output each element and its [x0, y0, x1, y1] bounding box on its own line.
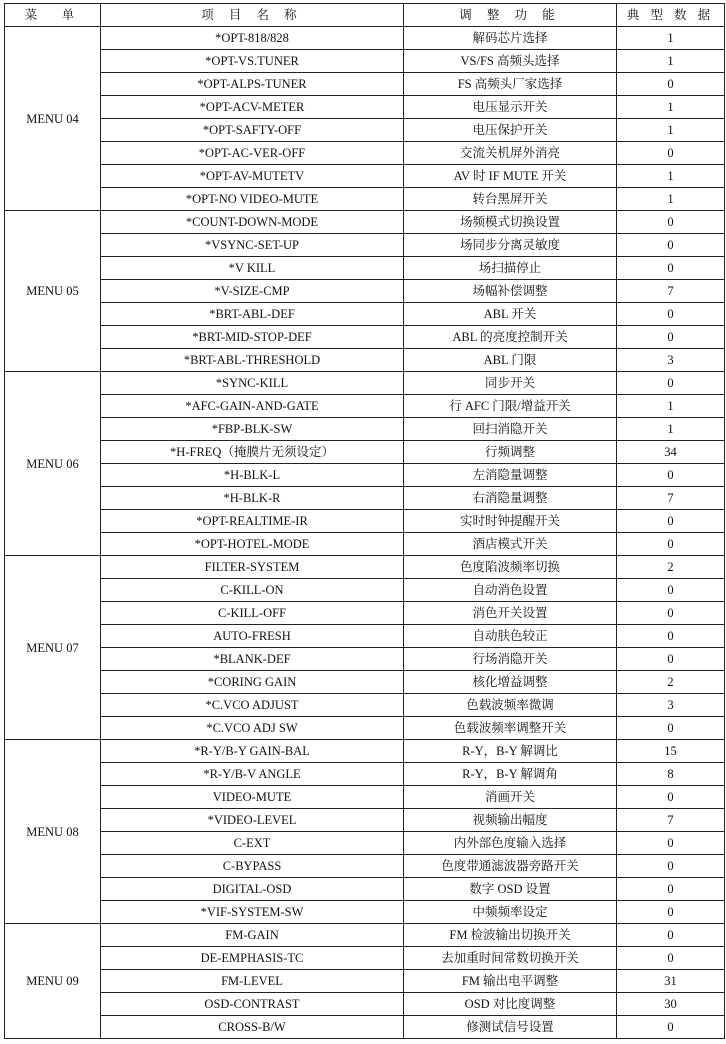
typical-value-cell: 0: [617, 510, 725, 533]
table-row: [5, 142, 725, 165]
table-row: [5, 855, 725, 878]
typical-value-cell: 0: [617, 878, 725, 901]
table-row: [5, 119, 725, 142]
typical-value-cell: 0: [617, 579, 725, 602]
header-item-name: 项 目 名 称: [101, 4, 404, 27]
typical-value-cell: 0: [617, 257, 725, 280]
item-name-cell: *BRT-ABL-DEF: [101, 303, 404, 326]
table-body: [5, 27, 725, 1039]
typical-value-cell: 1: [617, 165, 725, 188]
typical-value-cell: 7: [617, 487, 725, 510]
typical-value-cell: 1: [617, 188, 725, 211]
typical-value-cell: 31: [617, 970, 725, 993]
table-row: [5, 763, 725, 786]
item-name-cell: *AFC-GAIN-AND-GATE: [101, 395, 404, 418]
item-name-cell: *OPT-818/828: [101, 27, 404, 50]
item-name-cell: FM-LEVEL: [101, 970, 404, 993]
function-cell: VS/FS 高频头选择: [404, 50, 617, 73]
table-row: [5, 372, 725, 395]
typical-value-cell: 0: [617, 924, 725, 947]
table-row: [5, 648, 725, 671]
typical-value-cell: 2: [617, 671, 725, 694]
item-name-cell: VIDEO-MUTE: [101, 786, 404, 809]
item-name-cell: *H-FREQ（掩膜片无须设定）: [101, 441, 404, 464]
item-name-cell: OSD-CONTRAST: [101, 993, 404, 1016]
function-cell: FM 输出电平调整: [404, 970, 617, 993]
table-row: [5, 671, 725, 694]
typical-value-cell: 0: [617, 303, 725, 326]
function-cell: ABL 的亮度控制开关: [404, 326, 617, 349]
table-row: [5, 188, 725, 211]
function-cell: 数字 OSD 设置: [404, 878, 617, 901]
typical-value-cell: 1: [617, 50, 725, 73]
typical-value-cell: 0: [617, 142, 725, 165]
function-cell: 色载波频率微调: [404, 694, 617, 717]
table-row: [5, 832, 725, 855]
item-name-cell: *H-BLK-L: [101, 464, 404, 487]
table-row: [5, 878, 725, 901]
function-cell: R-Y，B-Y 解调比: [404, 740, 617, 763]
table-row: [5, 395, 725, 418]
function-cell: 场同步分离灵敏度: [404, 234, 617, 257]
header-typical-value: 典 型 数 据: [617, 4, 725, 27]
typical-value-cell: 0: [617, 234, 725, 257]
function-cell: 行频调整: [404, 441, 617, 464]
typical-value-cell: 15: [617, 740, 725, 763]
item-name-cell: *OPT-REALTIME-IR: [101, 510, 404, 533]
typical-value-cell: 0: [617, 717, 725, 740]
function-cell: 消画开关: [404, 786, 617, 809]
function-cell: AV 时 IF MUTE 开关: [404, 165, 617, 188]
item-name-cell: DIGITAL-OSD: [101, 878, 404, 901]
item-name-cell: *BLANK-DEF: [101, 648, 404, 671]
menu-group-cell: MENU 06: [5, 372, 101, 556]
function-cell: 右消隐量调整: [404, 487, 617, 510]
table-row: [5, 602, 725, 625]
item-name-cell: *FBP-BLK-SW: [101, 418, 404, 441]
item-name-cell: *OPT-AC-VER-OFF: [101, 142, 404, 165]
function-cell: 左消隐量调整: [404, 464, 617, 487]
table-row: [5, 809, 725, 832]
item-name-cell: C-BYPASS: [101, 855, 404, 878]
item-name-cell: AUTO-FRESH: [101, 625, 404, 648]
item-name-cell: *CORING GAIN: [101, 671, 404, 694]
table-row: [5, 924, 725, 947]
table-row: [5, 326, 725, 349]
table-row: [5, 234, 725, 257]
item-name-cell: *H-BLK-R: [101, 487, 404, 510]
function-cell: 自动肤色较正: [404, 625, 617, 648]
function-cell: 色载波频率调整开关: [404, 717, 617, 740]
item-name-cell: *V KILL: [101, 257, 404, 280]
item-name-cell: *OPT-ALPS-TUNER: [101, 73, 404, 96]
typical-value-cell: 0: [617, 648, 725, 671]
item-name-cell: *BRT-MID-STOP-DEF: [101, 326, 404, 349]
typical-value-cell: 1: [617, 27, 725, 50]
menu-group-cell: MENU 05: [5, 211, 101, 372]
table-row: [5, 27, 725, 50]
typical-value-cell: 0: [617, 372, 725, 395]
item-name-cell: *R-Y/B-Y GAIN-BAL: [101, 740, 404, 763]
typical-value-cell: 2: [617, 556, 725, 579]
table-row: [5, 257, 725, 280]
function-cell: 酒店模式开关: [404, 533, 617, 556]
table-row: [5, 533, 725, 556]
function-cell: 回扫消隐开关: [404, 418, 617, 441]
typical-value-cell: 0: [617, 901, 725, 924]
typical-value-cell: 0: [617, 1016, 725, 1039]
table-row: [5, 280, 725, 303]
function-cell: ABL 开关: [404, 303, 617, 326]
table-row: [5, 73, 725, 96]
table-row: [5, 165, 725, 188]
function-cell: FS 高频头厂家选择: [404, 73, 617, 96]
table-header-row: [5, 4, 725, 27]
table-row: [5, 349, 725, 372]
typical-value-cell: 0: [617, 855, 725, 878]
item-name-cell: *V-SIZE-CMP: [101, 280, 404, 303]
table-row: [5, 694, 725, 717]
function-cell: 核化增益调整: [404, 671, 617, 694]
function-cell: 行 AFC 门限/增益开关: [404, 395, 617, 418]
table-row: [5, 625, 725, 648]
item-name-cell: FILTER-SYSTEM: [101, 556, 404, 579]
typical-value-cell: 1: [617, 395, 725, 418]
typical-value-cell: 0: [617, 464, 725, 487]
item-name-cell: *OPT-HOTEL-MODE: [101, 533, 404, 556]
table-row: [5, 510, 725, 533]
typical-value-cell: 3: [617, 694, 725, 717]
function-cell: 自动消色设置: [404, 579, 617, 602]
table-row: [5, 96, 725, 119]
table-row: [5, 441, 725, 464]
function-cell: 修测试信号设置: [404, 1016, 617, 1039]
menu-group-cell: MENU 04: [5, 27, 101, 211]
typical-value-cell: 1: [617, 418, 725, 441]
function-cell: 色度陷波频率切换: [404, 556, 617, 579]
typical-value-cell: 1: [617, 119, 725, 142]
function-cell: 场扫描停止: [404, 257, 617, 280]
item-name-cell: *OPT-NO VIDEO-MUTE: [101, 188, 404, 211]
item-name-cell: *OPT-VS.TUNER: [101, 50, 404, 73]
function-cell: 内外部色度输入选择: [404, 832, 617, 855]
typical-value-cell: 0: [617, 326, 725, 349]
menu-group-cell: MENU 08: [5, 740, 101, 924]
function-cell: 电压保护开关: [404, 119, 617, 142]
typical-value-cell: 30: [617, 993, 725, 1016]
table-row: [5, 717, 725, 740]
function-cell: ABL 门限: [404, 349, 617, 372]
typical-value-cell: 0: [617, 533, 725, 556]
table-row: [5, 50, 725, 73]
item-name-cell: *OPT-ACV-METER: [101, 96, 404, 119]
item-name-cell: *R-Y/B-V ANGLE: [101, 763, 404, 786]
table-row: [5, 556, 725, 579]
item-name-cell: *C.VCO ADJUST: [101, 694, 404, 717]
typical-value-cell: 0: [617, 73, 725, 96]
header-menu: 菜 单: [5, 4, 101, 27]
item-name-cell: *OPT-SAFTY-OFF: [101, 119, 404, 142]
table-row: [5, 464, 725, 487]
function-cell: 解码芯片选择: [404, 27, 617, 50]
typical-value-cell: 0: [617, 947, 725, 970]
item-name-cell: CROSS-B/W: [101, 1016, 404, 1039]
item-name-cell: *C.VCO ADJ SW: [101, 717, 404, 740]
settings-table: [4, 3, 725, 1039]
typical-value-cell: 3: [617, 349, 725, 372]
typical-value-cell: 0: [617, 786, 725, 809]
table-row: [5, 418, 725, 441]
function-cell: 电压显示开关: [404, 96, 617, 119]
typical-value-cell: 8: [617, 763, 725, 786]
header-function: 调 整 功 能: [404, 4, 617, 27]
item-name-cell: *VSYNC-SET-UP: [101, 234, 404, 257]
function-cell: 交流关机屏外消亮: [404, 142, 617, 165]
function-cell: 场频模式切换设置: [404, 211, 617, 234]
typical-value-cell: 0: [617, 832, 725, 855]
typical-value-cell: 1: [617, 96, 725, 119]
table-row: [5, 740, 725, 763]
function-cell: 实时时钟提醒开关: [404, 510, 617, 533]
menu-group-cell: MENU 09: [5, 924, 101, 1039]
item-name-cell: DE-EMPHASIS-TC: [101, 947, 404, 970]
item-name-cell: FM-GAIN: [101, 924, 404, 947]
table-row: [5, 786, 725, 809]
table-row: [5, 901, 725, 924]
function-cell: 场幅补偿调整: [404, 280, 617, 303]
item-name-cell: C-KILL-OFF: [101, 602, 404, 625]
typical-value-cell: 0: [617, 625, 725, 648]
function-cell: 转台黑屏开关: [404, 188, 617, 211]
typical-value-cell: 7: [617, 280, 725, 303]
function-cell: 中频频率设定: [404, 901, 617, 924]
function-cell: OSD 对比度调整: [404, 993, 617, 1016]
item-name-cell: *OPT-AV-MUTETV: [101, 165, 404, 188]
table-row: [5, 303, 725, 326]
typical-value-cell: 0: [617, 602, 725, 625]
function-cell: R-Y，B-Y 解调角: [404, 763, 617, 786]
function-cell: 色度带通滤波器旁路开关: [404, 855, 617, 878]
table-row: [5, 947, 725, 970]
function-cell: 同步开关: [404, 372, 617, 395]
typical-value-cell: 7: [617, 809, 725, 832]
function-cell: 视频输出幅度: [404, 809, 617, 832]
table-row: [5, 970, 725, 993]
item-name-cell: *SYNC-KILL: [101, 372, 404, 395]
function-cell: 行场消隐开关: [404, 648, 617, 671]
item-name-cell: C-EXT: [101, 832, 404, 855]
table-row: [5, 1016, 725, 1039]
typical-value-cell: 0: [617, 211, 725, 234]
menu-group-cell: MENU 07: [5, 556, 101, 740]
typical-value-cell: 34: [617, 441, 725, 464]
function-cell: FM 检波输出切换开关: [404, 924, 617, 947]
item-name-cell: *BRT-ABL-THRESHOLD: [101, 349, 404, 372]
item-name-cell: C-KILL-ON: [101, 579, 404, 602]
item-name-cell: *COUNT-DOWN-MODE: [101, 211, 404, 234]
table-row: [5, 993, 725, 1016]
table-row: [5, 579, 725, 602]
item-name-cell: *VIF-SYSTEM-SW: [101, 901, 404, 924]
function-cell: 去加重时间常数切换开关: [404, 947, 617, 970]
table-row: [5, 487, 725, 510]
table-row: [5, 211, 725, 234]
item-name-cell: *VIDEO-LEVEL: [101, 809, 404, 832]
function-cell: 消色开关设置: [404, 602, 617, 625]
